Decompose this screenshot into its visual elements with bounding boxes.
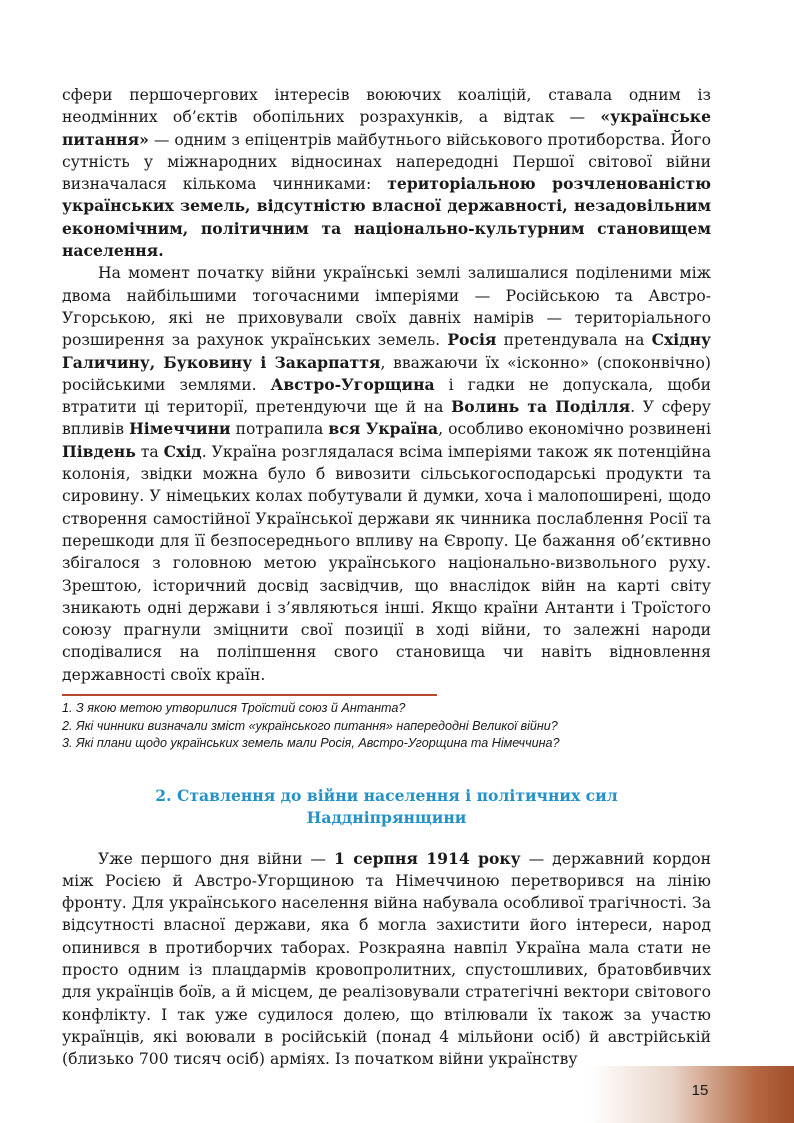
questions-divider <box>62 694 437 696</box>
text: та <box>135 442 164 461</box>
bold-term: Австро-Угорщина <box>270 374 435 394</box>
section-heading <box>62 785 711 830</box>
bold-term: 1 серпня 1914 року <box>333 848 521 868</box>
bold-term: Росія <box>447 330 497 350</box>
bold-term: Південь <box>62 441 136 461</box>
bold-term: Східну Галичину, Буковину і Закарпаття <box>62 330 711 372</box>
question-item: 3. Які плани щодо українських земель мали Росія, Австро-Угорщина та Німеччина? <box>62 736 560 751</box>
text: — одним з епіцентрів майбутнього військового протиборства. Його сутність у міжнародних відносинах напередодні Першої світової війни визначалася кількома чинниками: <box>62 130 711 194</box>
text: і гадки не допускала, щоби втратити ці території, претендуючи ще й на <box>62 375 712 417</box>
page-content <box>62 84 711 1070</box>
question-item: 1. З якою метою утворилися Троїстий союз й Антанта? <box>62 701 406 716</box>
bold-term: «українське питання» <box>62 107 711 149</box>
text: . У сферу впливів <box>62 398 711 439</box>
heading-line: Наддніпрянщини <box>306 808 467 828</box>
text: — державний кордон між Росією й Австро-Угорщиною та Німеччиною перетворився на лінію фронту. Для українського населення війна набувала особливої трагічності. За відсутності власної держави, яка б могла захистити його інтереси, народ опинився в протиборчих таборах. Розкраяна навпіл Україна мала стати не просто одним із плацдармів кровопролитних, спустошливих, братовбивчих для українців боїв, а й місцем, де реалізовували стратегічні вектори світового конфлікту. І так уже судилося долею, що втілювали їх також за участю українців, які воювали в російській (понад 4 мільйони осіб) й австрійській (близько 700 тисяч осіб) арміях. Із початком війни українству <box>62 849 711 1069</box>
text: претендувала на <box>496 331 652 350</box>
paragraph-1 <box>62 84 711 262</box>
text: сфери першочергових інтересів воюючих коаліцій, ставала одним із неодмінних об’єктів обопільних розрахунків, а відтак — <box>62 86 711 127</box>
review-questions <box>62 700 711 753</box>
bold-term: вся Україна <box>328 419 439 439</box>
bold-term: Волинь та Поділля <box>451 397 631 417</box>
text: потрапила <box>230 420 329 439</box>
bold-term: Німеччини <box>129 419 231 439</box>
paragraph-2 <box>62 262 711 686</box>
bold-term: територіальною розчленованістю українських земель, відсутністю власної державності, незадовільним економічним, політичним та національно-культурним становищем населення. <box>62 174 711 261</box>
text: . Україна розглядалася всіма імперіями також як потенційна колонія, звідки можна було б вивозити сільськогосподарські продукти та сировину. У німецьких колах побутували й думки, хоча і малопоширені, щодо створення самостійної Української держави як чинника послаблення Росії та перешкоди для її безпосереднього впливу на Європу. Це бажання об’єктивно збігалося з головною метою українського національно-визвольного руху. Зрештою, історичний досвід засвідчив, що внаслідок війн на карті світу зникають одні держави і з’являються інші. Якщо країни Антанти і Троїстого союзу прагнули зміцнити свої позиції в ході війни, то залежні народи сподівалися на поліпшення свого становища чи навіть відновлення державності своїх країн. <box>62 442 711 684</box>
bold-term: Схід <box>163 441 202 461</box>
page-number: 15 <box>691 1082 709 1099</box>
text: , вважаючи їх «ісконно» (споконвічно) російськими землями. <box>62 353 711 394</box>
text: Уже першого дня війни — <box>98 849 334 868</box>
paragraph-3 <box>62 848 711 1071</box>
heading-line: 2. Ставлення до війни населення і політичних сил <box>155 785 618 805</box>
text: На момент початку війни українські землі залишалися поділеними між двома найбільшими тогочасними імперіями — Російською та Австро-Угорською, які не приховували своїх давніх намірів — територіального розширення за рахунок українських земель. <box>62 264 711 350</box>
text: , особливо економічно розвинені <box>438 420 712 439</box>
question-item: 2. Які чинники визначали зміст «українського питання» напередодні Великої війни? <box>62 718 558 733</box>
